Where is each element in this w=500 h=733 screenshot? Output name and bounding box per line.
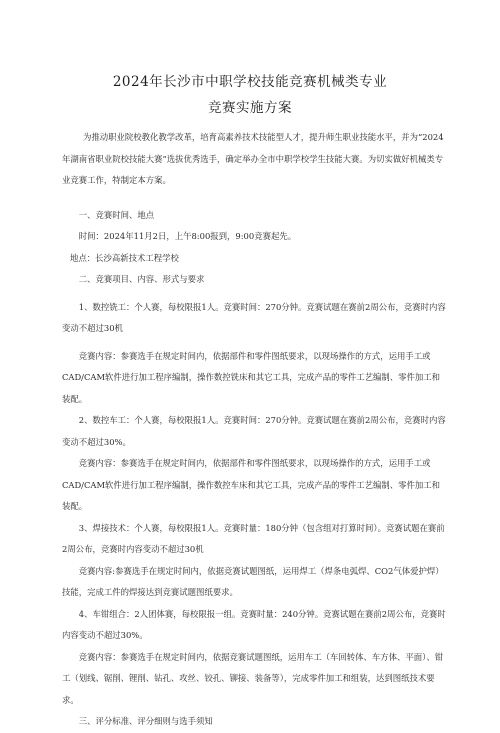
item-cnc-milling: 1、数控铣工：个人赛，每校限报1人。竞赛时间：270分钟。竞赛试题在赛前2周公布，竞赛时内容变动不超过30机 — [62, 301, 446, 333]
item-cnc-turning: 2、数控车工：个人赛，每校限报1人。竞赛时间：270分钟。竞赛试题在赛前2周公布，竞赛时内容变动不超过30%。 — [62, 415, 446, 447]
item-cnc-milling-content: 竞赛内容：参赛选手在规定时间内，依据部件和零件图纸要求，以现场操作的方式，运用手工或CAD/CAM软件进行加工程序编制，操作数控铣床和其它工具，完成产品的零件工艺编制、零件加工和装配。 — [62, 350, 441, 404]
item-lathe-fitter: 4、车钳组合：2人团体赛，每校限报一组。竞赛时量：240分钟。竞赛试题在赛前2周公布，竞赛时内容变动不超过30%。 — [62, 608, 446, 640]
item-lathe-fitter-content: 竞赛内容：参赛选手在规定时间内，依据竞赛试题图纸，运用车工（车回转体、车方体、平面）、钳工（划线、锯削、锂削、钻孔、攻丝、铰孔、铆接、装备等），完成零件加工和组装，达到图纸技术要求。 — [62, 651, 444, 705]
document-title-line-2: 竞赛实施方案 — [208, 100, 292, 116]
section-heading-time-location: 一、竞赛时间、地点 — [78, 209, 155, 220]
item-welding-content: 竞赛内容:参赛选手在规定时间内，依据竞赛试题图纸，运用焊工（焊条电弧焊、CO2气体爱护焊）技能，完成工件的焊接达到竞赛试题图纸要求。 — [62, 565, 444, 597]
location-line: 地点：长沙高新技术工程学校 — [70, 252, 179, 263]
document-body — [62, 127, 446, 733]
time-line: 时间：2024年11月2日，上午8:00报到，9:00竞赛起先。 — [78, 231, 297, 241]
intro-paragraph: 为推动职业院校教化教学改革，培育高素养技术技能型人才，提升师生职业技能水平，并为“2024年湖南省职业院校技能大赛”选拔优秀选手，确定举办全市中职学校学生技能大赛。为切实做好机械类专业竞赛工作，特制定本方案。 — [62, 132, 444, 185]
document-title-line-1: 2024年长沙市中职学校技能竞赛机械类专业 — [112, 74, 388, 90]
item-welding: 3、焊接技术：个人赛，每校限报1人。竞赛时量：180分钟（包含组对打算时间）。竞赛试题在赛前2周公布，竞赛时内容变动不超过30机 — [62, 522, 445, 554]
section-heading-projects: 二、竞赛项目、内容、形式与要求 — [78, 274, 205, 284]
section-heading-scoring: 三、评分标准、评分细则与选手须知 — [78, 716, 213, 726]
item-cnc-turning-content: 竞赛内容：参赛选手在规定时间内，依据部件和零件图纸要求，以现场操作的方式，运用手工或CAD/CAM软件进行加工程序编制，操作数控车床和其它工具，完成产品的零件工艺编制、零件加工和装配。 — [62, 458, 441, 511]
